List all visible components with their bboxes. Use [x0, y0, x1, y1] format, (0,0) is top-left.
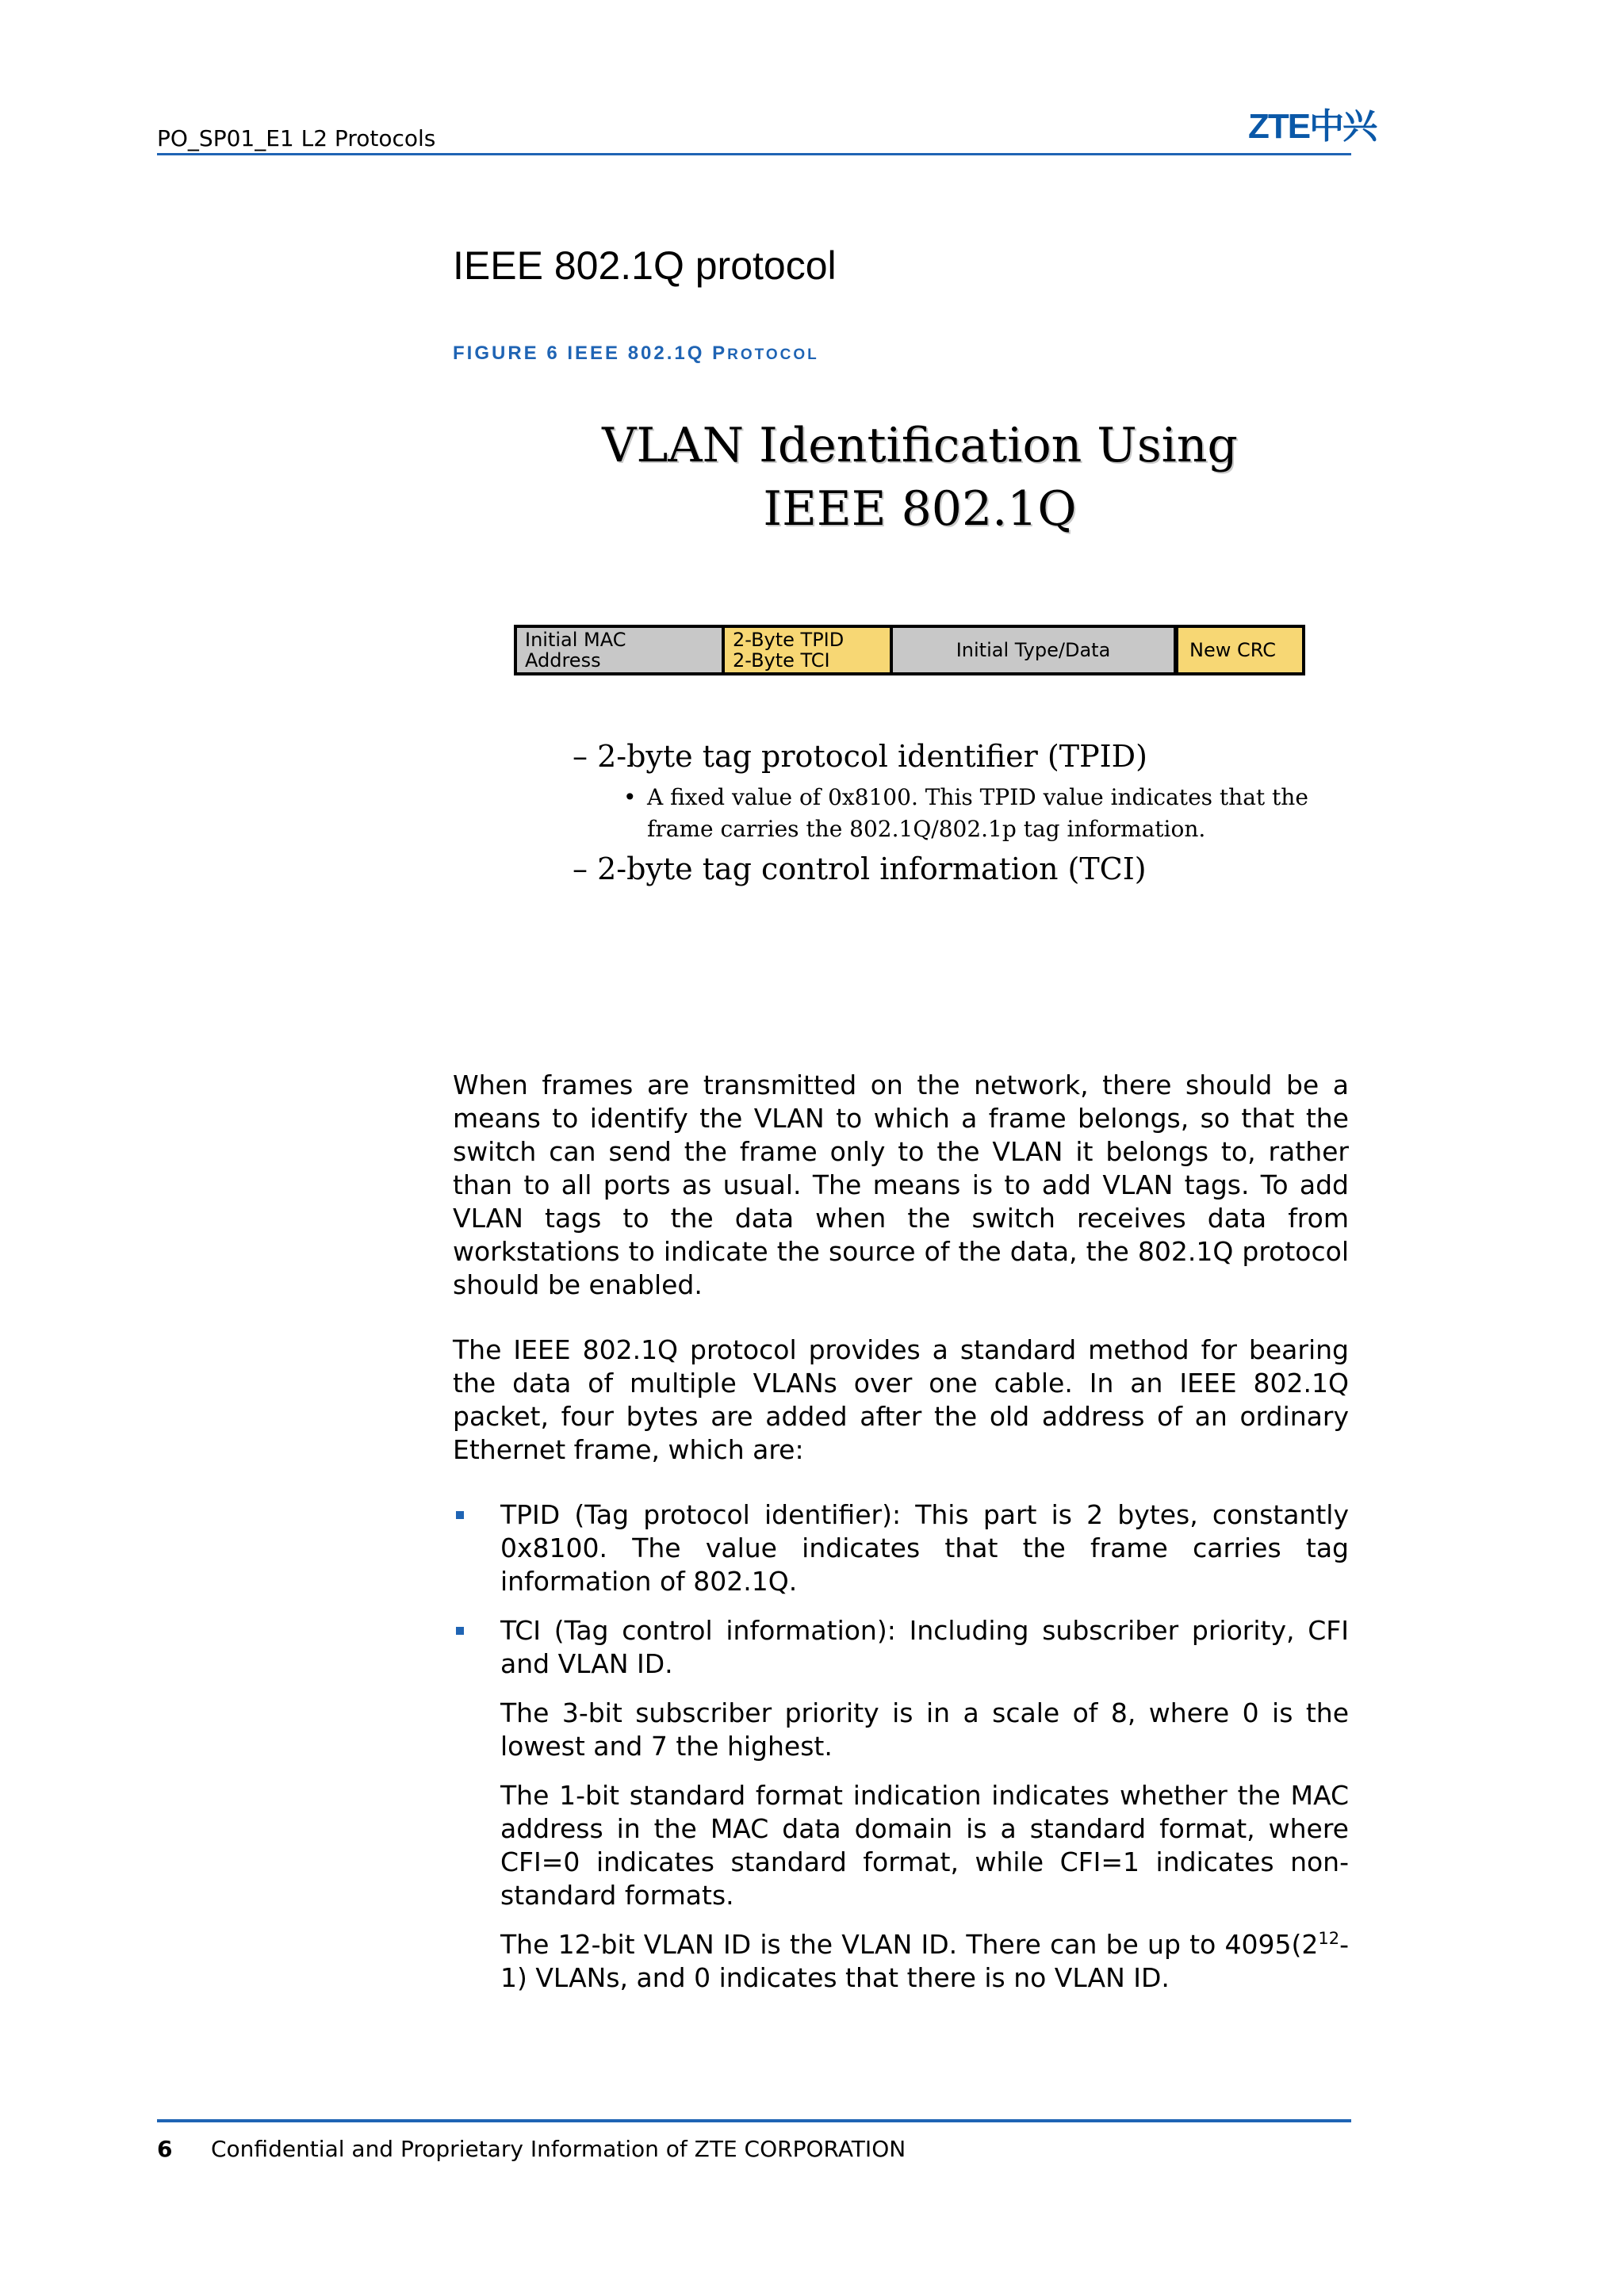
figure-sub-bullet-tpid	[623, 782, 1321, 845]
field-initial-type-data: Initial Type/Data	[893, 628, 1174, 672]
list-item-tci	[453, 1614, 1349, 1681]
zte-logo	[1248, 108, 1376, 146]
paragraph-subscriber-priority: The 3-bit subscriber priority is in a scale of 8, where 0 is the lowest and 7 the highest.	[500, 1697, 1349, 1762]
footer-divider	[157, 2119, 1351, 2122]
vlan-id-exponent: 12	[1318, 1929, 1340, 1948]
figure-sub-bullet-text: A fixed value of 0x8100. This TPID value indicates that the frame carries the 802.1Q/802.1p tag information.	[647, 784, 1308, 842]
figure-caption	[453, 342, 819, 365]
field-vlan-tag	[725, 628, 890, 672]
vlan-id-text-pre: The 12-bit VLAN ID is the VLAN ID. There can be up to 4095(2	[500, 1929, 1319, 1960]
figure-bullet-tci: – 2-byte tag control information (TCI)	[573, 851, 1147, 886]
section-title: IEEE 802.1Q protocol	[453, 243, 837, 288]
field-mac-line2: Address	[525, 649, 601, 672]
figure-caption-lead: FIGURE 6 IEEE 802.1Q P	[453, 342, 728, 364]
frame-format-diagram	[514, 625, 1305, 675]
figure-title	[508, 414, 1332, 541]
paragraph-cfi: The 1-bit standard format indication indicates whether the MAC address in the MAC data domain is a standard format, where CFI=0 indicates standard format, while CFI=1 indicates non-standard formats.	[500, 1780, 1349, 1911]
header-divider	[157, 153, 1351, 155]
list-item-tci-text: TCI (Tag control information): Including subscriber priority, CFI and VLAN ID.	[500, 1615, 1349, 1679]
figure-caption-rest: ROTOCOL	[727, 346, 819, 363]
square-bullet-icon	[456, 1627, 464, 1635]
bullet-dot-icon: •	[623, 784, 637, 810]
paragraph-vlan-id	[500, 1928, 1349, 1995]
field-tci: 2-Byte TCI	[733, 649, 830, 672]
document-code: PO_SP01_E1 L2 Protocols	[157, 125, 436, 151]
footer-text: Confidential and Proprietary Information of ZTE CORPORATION	[211, 2136, 906, 2162]
field-new-crc: New CRC	[1177, 628, 1302, 672]
paragraph-vlan-tags: When frames are transmitted on the network, there should be a means to identify the VLAN to which a frame belongs, so that the switch can send the frame only to the VLAN it belongs to, rather than to all ports as usual. The means is to add VLAN tags. To add VLAN tags to the data when the switch receives data from workstations to indicate the source of the data, the 802.1Q protocol should be enabled.	[453, 1070, 1349, 1300]
list-item-tpid-text: TPID (Tag protocol identifier): This part is 2 bytes, constantly 0x8100. The value indicates that the frame carries tag information of 802.1Q.	[500, 1499, 1349, 1597]
logo-text: ZTE中兴	[1248, 107, 1377, 146]
page-number: 6	[157, 2136, 173, 2162]
field-tpid: 2-Byte TPID	[733, 629, 845, 651]
field-initial-mac-address	[517, 628, 722, 672]
figure-title-line2: IEEE 802.1Q	[763, 481, 1077, 537]
list-item-tpid	[453, 1498, 1349, 1598]
field-mac-line1: Initial MAC	[525, 629, 626, 651]
figure-title-line1: VLAN Identification Using	[602, 418, 1238, 473]
vlan-id-text-post: -1) VLANs, and 0 indicates that there is no VLAN ID.	[500, 1929, 1349, 1993]
figure-bullet-tpid: – 2-byte tag protocol identifier (TPID)	[573, 739, 1147, 774]
square-bullet-icon	[456, 1511, 464, 1519]
paragraph-8021q-method: The IEEE 802.1Q protocol provides a standard method for bearing the data of multiple VLANs over one cable. In an IEEE 802.1Q packet, four bytes are added after the old address of an ordinary Ethernet frame, which are:	[453, 1334, 1349, 1465]
